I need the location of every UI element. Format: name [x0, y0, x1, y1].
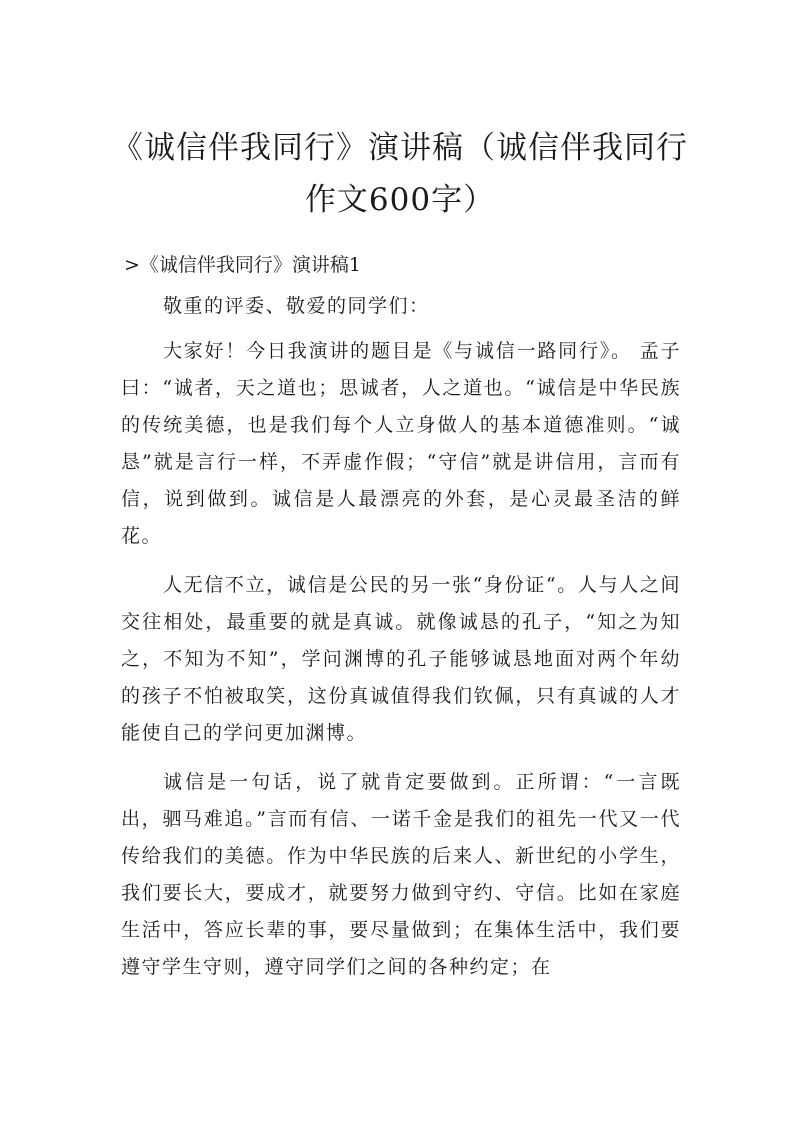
paragraph-intro: 大家好！今日我演讲的题目是《与诚信一路同行》。 孟子曰：“诚者，天之道也；思诚者，人之道也。“诚信是中华民族的传统美德，也是我们每个人立身做人的基本道德准则。“诚恳”就是言行一样，不弄虚作假；“守信”就是讲信用，言而有信，说到做到。诚信是人最漂亮的外套，是心灵最圣洁的鲜花。 — [121, 340, 681, 547]
document-title: 《诚信伴我同行》演讲稿（诚信伴我同行作文600字） — [112, 130, 688, 218]
greeting-paragraph: 敬重的评委、敬爱的同学们： — [163, 295, 430, 317]
paragraph-sincerity: 人无信不立，诚信是公民的另一张“身份证“。人与人之间交往相处，最重要的就是真诚。就像诚恳的孔子，“知之为知之，不知为不知”，学问渊博的孔子能够诚恳地面对两个年幼的孩子不怕被取笑，这份真诚值得我们钦佩，只有真诚的人才能使自己的学问更加渊博。 — [121, 574, 681, 744]
document-body — [121, 288, 681, 998]
section-heading: >《诚信伴我同行》演讲稿1 — [124, 254, 362, 276]
paragraph-promise: 诚信是一句话，说了就肯定要做到。正所谓：“一言既出，驷马难追。”言而有信、一诺千金是我们的祖先一代又一代传给我们的美德。作为中华民族的后来人、新世纪的小学生，我们要长大，要成才，就要努力做到守约、守信。比如在家庭生活中，答应长辈的事，要尽量做到；在集体生活中，我们要遵守学生守则，遵守同学们之间的各种约定；在 — [121, 771, 681, 978]
